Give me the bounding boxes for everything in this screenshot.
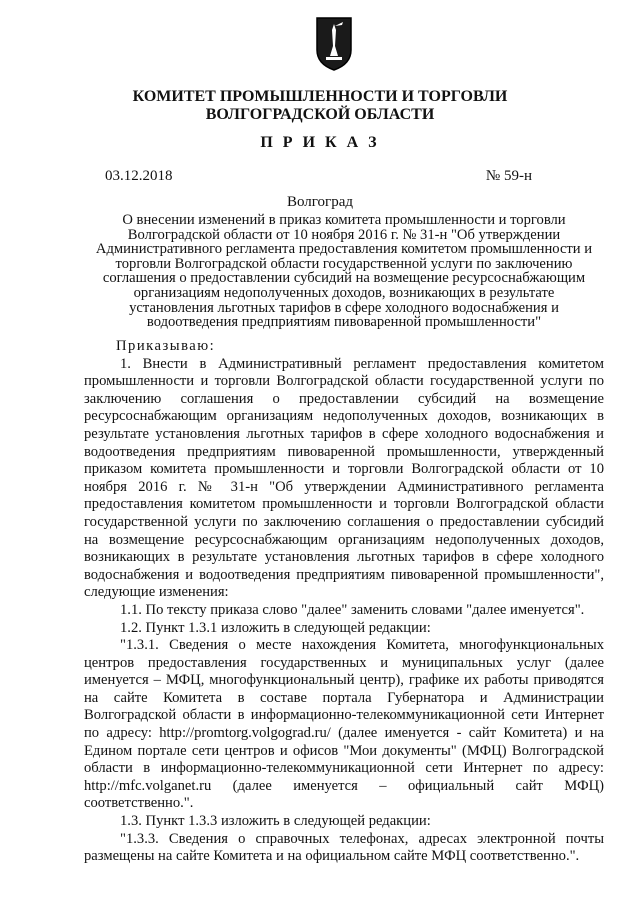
document-number: № 59-н — [485, 168, 532, 184]
order-title-line: торговли Волгоградской области государственной услуги по заключению — [115, 255, 573, 272]
organization-name-line-2: ВОЛГОГРАДСКОЙ ОБЛАСТИ — [205, 106, 435, 123]
order-title — [84, 213, 604, 330]
order-title-line: О внесении изменений в приказ комитета промышленности и торговли — [122, 212, 566, 228]
paragraph-1-3-1-text: "1.3.1. Сведения о месте нахождения Комитета, многофункциональных центров предоставления государственных и муниципальных услуг (далее именуется – МФЦ, многофункциональный центр), графике их работы приводятся на сайте Комитета в составе портала Губернатора и Администрации Волгоградской области в информационно-телекоммуникационной сети Интернет по адресу: http://promtorg.volgograd.ru/ (далее именуется - сайт Комитета) и на Едином портале сети центров и офисов "Мои документы" (МФЦ) Волгоградской области в информационно-телекоммуникационной сети Интернет по адресу: http://mfc.volganet.ru (далее именуется – официальный сайт МФЦ) соответственно.". — [84, 637, 604, 812]
order-title-line: установления льготных тарифов в сфере холодного водоснабжения и — [129, 299, 559, 316]
organization-name-line-1: КОМИТЕТ ПРОМЫШЛЕННОСТИ И ТОРГОВЛИ — [132, 88, 508, 105]
order-title-line: Волгоградской области от 10 ноября 2016 г. № 31-н "Об утверждении — [127, 226, 561, 243]
order-word: Приказываю: — [116, 338, 216, 354]
order-title-line: водоотведения предприятиям пивоваренной промышленности" — [146, 314, 542, 331]
order-title-line: соглашения о предоставлении субсидий на возмещение ресурсоснабжающим — [102, 270, 586, 287]
paragraph-1-3: 1.3. Пункт 1.3.3 изложить в следующей редакции: — [120, 813, 431, 830]
paragraph-1-3-3-text: "1.3.3. Сведения о справочных телефонах, адресах электронной почты размещены на сайте Комитета и на официальном сайте МФЦ соответственно.". — [84, 830, 604, 865]
paragraph-1-1: 1.1. По тексту приказа слово "далее" заменить словами "далее именуется". — [120, 601, 585, 618]
order-title-line: организациям недополученных доходов, возникающих в результате — [133, 284, 555, 301]
coat-of-arms-icon — [315, 16, 353, 72]
paragraph-1-2: 1.2. Пункт 1.3.1 изложить в следующей редакции: — [120, 619, 431, 636]
paragraph-1: 1. Внести в Административный регламент предоставления комитетом промышленности и торговли Волгоградской области государственной услуги по заключению соглашения о предоставлении субсидий на возмещение ресурсоснабжающим организациям недополученных доходов, возникающих в результате установления льготных тарифов в сфере холодного водоснабжения и водоотведения предприятиям пивоваренной промышленности, утвержденный приказом комитета промышленности и торговли Волгоградской области от 10 ноября 2016 г. № 31-н "Об утверждении Административного регламента предоставления комитетом промышленности и торговли Волгоградской области государственной услуги по заключению соглашения о предоставлении субсидий на возмещение ресурсоснабжающим организациям недополученных доходов, возникающих в результате установления льготных тарифов в сфере холодного водоснабжения и водоотведения предприятиям пивоваренной промышленности", следующие изменения: — [84, 355, 604, 601]
document-date: 03.12.2018 — [105, 168, 173, 184]
document-type: П Р И К А З — [260, 134, 380, 151]
order-title-line: Административного регламента предоставления комитетом промышленности и — [95, 241, 593, 258]
document-city: Волгоград — [286, 194, 353, 210]
order-body — [84, 338, 604, 866]
